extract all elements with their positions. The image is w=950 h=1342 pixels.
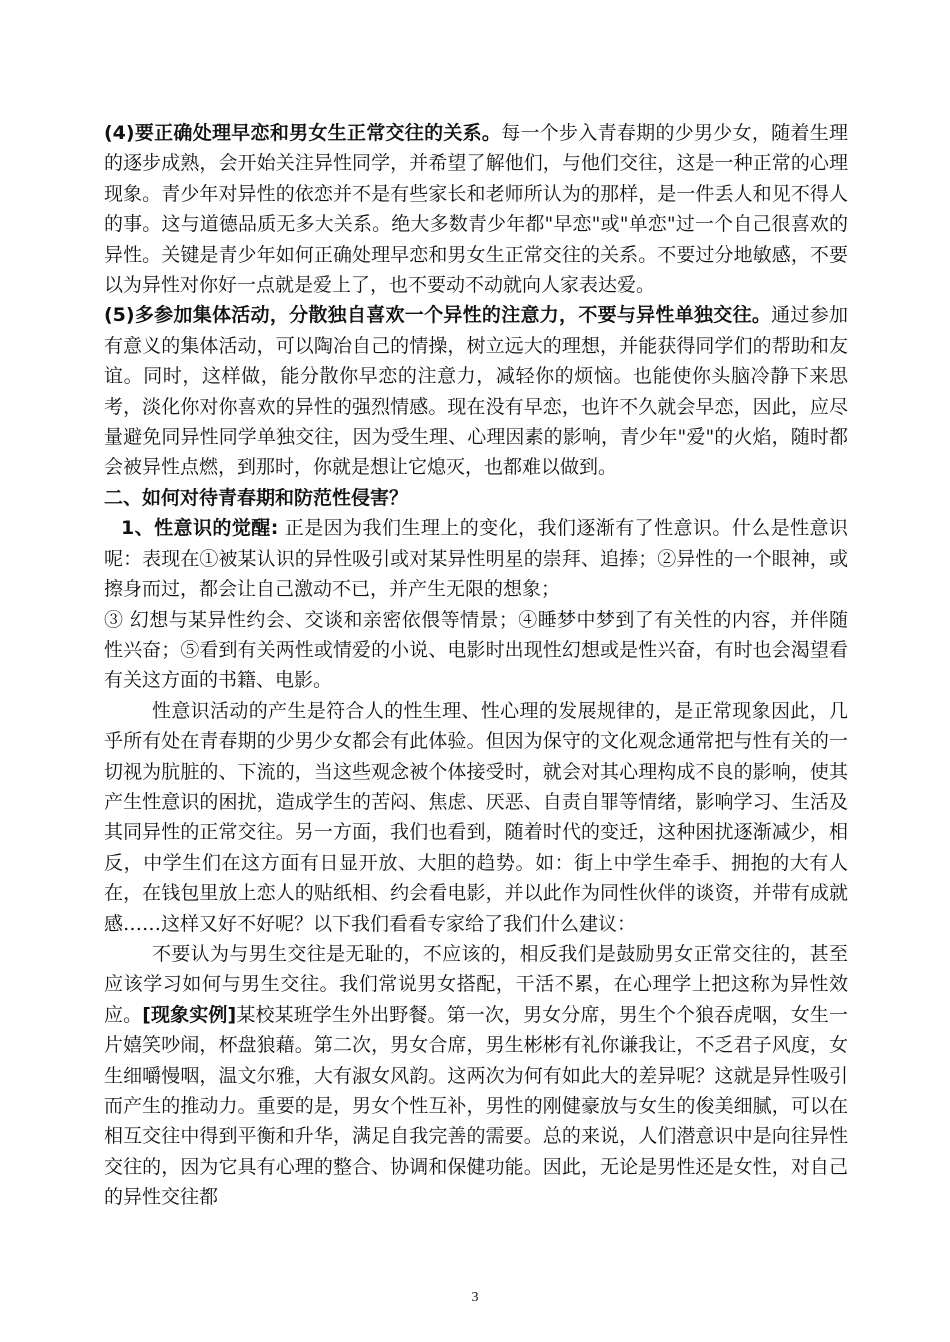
paragraph-5-text: 通过参加有意义的集体活动，可以陶冶自己的情操，树立远大的理想，并能获得同学们的帮助和友谊。同时，这样做，能分散你早恋的注意力，减轻你的烦恼。也能使你头脑冷静下来思考，淡化你对你喜欢的异性的强烈情感。现在没有早恋，也许不久就会早恋，因此，应尽量避免同异性同学单独交往，因为受生理、心理因素的影响，青少年"爱"的火焰，随时都会被异性点燃，到那时，你就是想让它熄灭，也都难以做到。 xyxy=(104,304,848,479)
subsection-1-lead: 1、性意识的觉醒: xyxy=(121,517,279,540)
paragraph-awareness: 性意识活动的产生是符合人的性生理、性心理的发展规律的，是正常现象因此，几乎所有处在青春期的少男少女都会有此体验。但因为保守的文化观念通常把与性有关的一切视为肮脏的、下流的，当这些观念被个体接受时，就会对其心理构成不良的影响，使其产生性意识的困扰，造成学生的苦闷、焦虑、厌恶、自责自罪等情绪，影响学习、生活及其同异性的正常交往。另一方面，我们也看到，随着时代的变迁，这种困扰逐渐减少，相反，中学生们在这方面有日显开放、大胆的趋势。如：街上中学生牵手、拥抱的大有人在，在钱包里放上恋人的贴纸相、约会看电影，并以此作为同性伙伴的谈资，并带有成就感……这样又好不好呢？以下我们看看专家给了我们什么建议： xyxy=(104,699,848,935)
paragraph-advice-after: 某校某班学生外出野餐。第一次，男女分席，男生个个狼吞虎咽，女生一片嬉笑吵闹，杯盘狼藉。第二次，男女合席，男生彬彬有礼你谦我让，不乏君子风度，女生细嚼慢咽，温文尔雅，大有淑女风韵。这两次为何有如此大的差异呢？这就是异性吸引而产生的推动力。重要的是，男女个性互补，男性的刚健豪放与女生的俊美细腻，可以在相互交往中得到平衡和升华，满足自我完善的需要。总的来说，人们潜意识中是向往异性交往的，因为它具有心理的整合、协调和保健功能。因此，无论是男性还是女性，对自己的异性交往都 xyxy=(104,1003,848,1209)
subsection-1-continued: ③ 幻想与某异性约会、交谈和亲密依偎等情景；④睡梦中梦到了有关性的内容，并伴随性兴奋；⑤看到有关两性或情爱的小说、电影时出现性幻想或是性兴奋，有时也会渴望看有关这方面的书籍、电影。 xyxy=(104,608,848,692)
paragraph-4 xyxy=(104,118,848,300)
document-body xyxy=(104,118,848,1213)
paragraph-5 xyxy=(104,300,848,482)
subsection-1-text: 正是因为我们生理上的变化，我们逐渐有了性意识。什么是性意识呢：表现在①被某认识的异性吸引或对某异性明星的崇拜、追捧；②异性的一个眼神，或擦身而过，都会让自己激动不已，并产生无限的想象； xyxy=(104,517,848,601)
paragraph-advice-before: 不要认为与男生交往是无耻的，不应该的，相反我们是鼓励男女正常交往的，甚至应该学习如何与男生交往。我们常说男女搭配，干活不累，在心理学上把这称为异性效应。 xyxy=(104,942,848,1026)
subsection-1 xyxy=(104,513,848,604)
paragraph-4-lead: (4)要正确处理早恋和男女生正常交往的关系。 xyxy=(104,122,502,144)
page-number: 3 xyxy=(471,1290,479,1305)
section-2-heading: 二、如何对待青春期和防范性侵害？ xyxy=(104,486,409,509)
paragraph-4-text: 每一个步入青春期的少男少女，随着生理的逐步成熟，会开始关注异性同学，并希望了解他们，与他们交往，这是一种正常的心理现象。青少年对异性的依恋并不是有些家长和老师所认为的那样，是一件丢人和见不得人的事。这与道德品质无多大关系。绝大多数青少年都"早恋"或"单恋"过一个自己很喜欢的异性。关键是青少年如何正确处理早恋和男女生正常交往的关系。不要过分地敏感，不要以为异性对你好一点就是爱上了，也不要动不动就向人家表达爱。 xyxy=(104,122,848,297)
case-example-tag: [现象实例] xyxy=(142,1003,237,1026)
paragraph-advice xyxy=(104,939,848,1213)
paragraph-5-lead: (5)多参加集体活动，分散独自喜欢一个异性的注意力，不要与异性单独交往。 xyxy=(104,304,772,327)
